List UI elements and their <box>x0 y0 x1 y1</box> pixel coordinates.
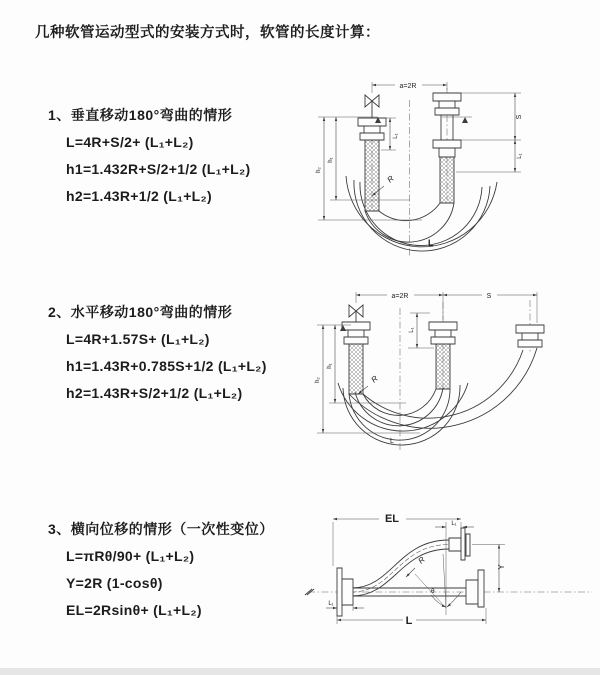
dim-label-s: S <box>486 293 492 300</box>
section-heading: 2、水平移动180°弯曲的情形 <box>48 304 233 320</box>
middle-pipe-fitting <box>429 322 457 389</box>
formula-line: h2=1.43R+S/2+1/2 (L₁+L₂) <box>66 385 243 401</box>
left-pipe-fitting <box>342 322 370 394</box>
dimensions <box>315 291 537 446</box>
section-lateral-displacement <box>48 516 274 624</box>
formula-line: Y=2R (1-cosθ) <box>66 575 163 591</box>
section-vertical-movement <box>48 102 251 210</box>
diagram-vertical-u-bend <box>310 70 592 270</box>
right-pipe-fitting <box>516 325 544 347</box>
dim-label-h2: h₂ <box>316 167 322 173</box>
dim-label-s: S <box>516 114 523 120</box>
dim-label-l1: L₁ <box>409 327 415 333</box>
angle-label: θ <box>431 588 435 595</box>
length-label: L <box>405 615 413 627</box>
left-flange <box>337 568 353 616</box>
formula-line: h1=1.43R+0.785S+1/2 (L₁+L₂) <box>66 358 267 374</box>
dim-label-l1-left: L₁ <box>393 133 399 139</box>
section-heading: 1、垂直移动180°弯曲的情形 <box>48 107 233 123</box>
dim-label-h1: h₁ <box>327 363 333 369</box>
radius-label: R <box>416 554 427 566</box>
length-label: L <box>390 438 394 445</box>
length-label: L <box>428 238 434 248</box>
radius-label: R <box>385 173 396 185</box>
right-flange <box>466 570 484 607</box>
formula-line: L=πRθ/90+ (L₁+L₂) <box>66 548 195 564</box>
dimensions <box>326 512 506 627</box>
dim-label-el: EL <box>384 513 400 525</box>
dim-label-y: Y <box>497 564 506 570</box>
dim-label-a2r: a=2R <box>391 293 409 300</box>
formula-line: h1=1.432R+S/2+1/2 (L₁+L₂) <box>66 161 251 177</box>
section-horizontal-movement <box>48 299 267 407</box>
formula-line: h2=1.43R+1/2 (L₁+L₂) <box>66 188 213 204</box>
hose-u-drawing <box>338 300 544 452</box>
diagram-lateral-displacement <box>300 498 600 665</box>
radius-label: R <box>369 373 380 385</box>
dim-label-l1-right: L₁ <box>517 153 523 159</box>
valve-icon <box>365 95 379 118</box>
section-heading: 3、横向位移的情形（一次性变位） <box>48 521 274 537</box>
dim-label-l1-top: L₁ <box>451 521 457 527</box>
valve-icon <box>349 305 363 322</box>
formula-line: L=4R+1.57S+ (L₁+L₂) <box>66 331 210 347</box>
formula-line: L=4R+S/2+ (L₁+L₂) <box>66 134 194 150</box>
dim-label-l1-left: L₁ <box>328 601 334 607</box>
dim-label-a2r: a=2R <box>399 83 417 90</box>
left-pipe-fitting <box>358 118 386 211</box>
dimensions <box>316 81 523 249</box>
reference-arrow <box>462 117 468 123</box>
dim-label-h1: h₁ <box>328 157 334 163</box>
page-title: 几种软管运动型式的安装方式时，软管的长度计算： <box>35 25 380 41</box>
formula-line: EL=2Rsinθ+ (L₁+L₂) <box>66 602 202 618</box>
page-edge <box>0 668 600 675</box>
dim-label-h2: h₂ <box>315 377 321 383</box>
upper-flange <box>449 528 470 560</box>
hose-drawing <box>305 522 592 616</box>
right-pipe-fitting <box>433 93 461 203</box>
diagram-horizontal-u-bend <box>310 282 592 470</box>
